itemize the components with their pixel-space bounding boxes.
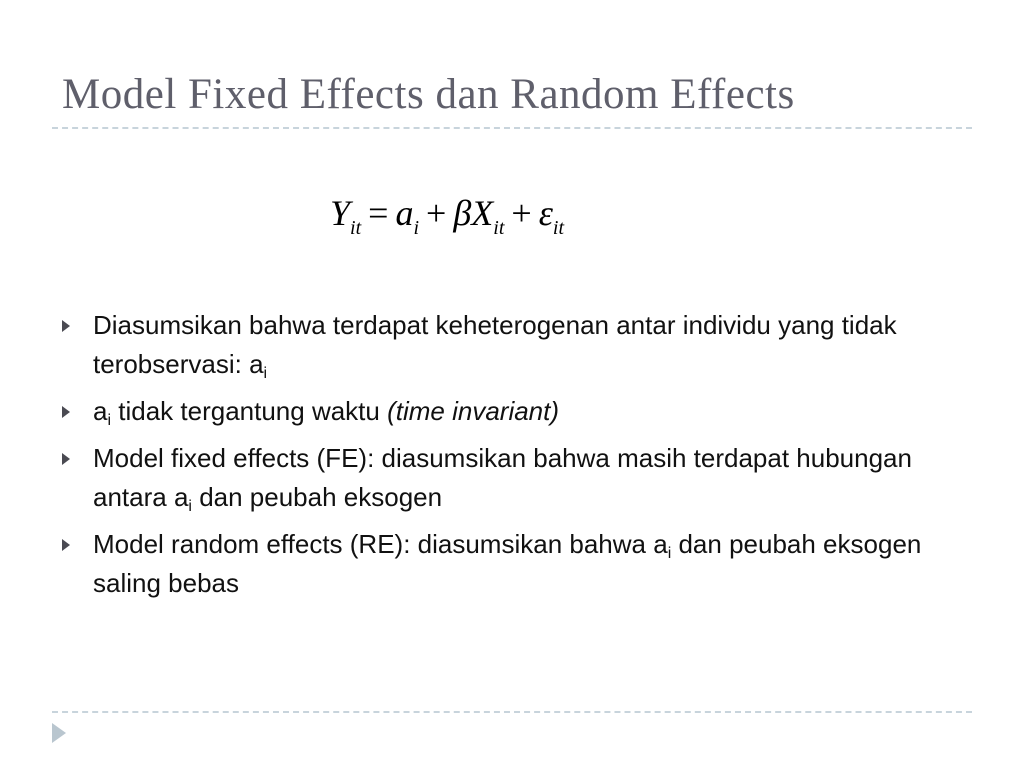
bullet-item — [62, 306, 962, 384]
bullet-italic-text: (time invariant) — [387, 396, 560, 426]
triangle-right-icon — [62, 453, 70, 465]
eq-beta: β — [453, 193, 472, 233]
bullet-text: Model random effects (RE): diasumsikan bahwa a — [93, 529, 668, 559]
bullet-subscript: i — [263, 365, 268, 382]
next-slide-arrow-icon[interactable] — [52, 723, 66, 743]
eq-epsilon-subscript: it — [552, 217, 565, 239]
eq-a: a — [395, 193, 414, 233]
eq-plus-1: + — [426, 193, 447, 233]
bullet-text: tidak tergantung waktu — [111, 396, 388, 426]
bullet-subscript: i — [107, 412, 112, 429]
bullet-text: Model fixed effects (FE): diasumsikan bahwa masih terdapat hubungan antara a — [93, 443, 912, 512]
eq-X-subscript: it — [493, 217, 505, 239]
bullet-item — [62, 439, 962, 517]
footer-divider — [52, 711, 972, 713]
bullet-text-continued: dan peubah eksogen saling bebas — [93, 529, 922, 598]
bullet-item — [62, 392, 962, 431]
bullet-item — [62, 525, 962, 603]
eq-equals: = — [368, 193, 389, 233]
triangle-right-icon — [62, 406, 70, 418]
bullet-subscript: i — [667, 545, 672, 562]
equation — [330, 192, 565, 239]
eq-a-subscript: i — [413, 217, 420, 239]
eq-epsilon: ε — [538, 193, 553, 233]
bullet-text: Diasumsikan bahwa terdapat keheterogenan antar individu yang tidak terobservasi: a — [93, 310, 897, 379]
slide-title: Model Fixed Effects dan Random Effects — [62, 71, 795, 118]
eq-Y: Y — [330, 193, 351, 233]
triangle-right-icon — [62, 539, 70, 551]
bullet-text-prefix: a — [93, 396, 108, 426]
eq-plus-2: + — [511, 193, 532, 233]
title-divider — [52, 127, 972, 129]
bullet-text-continued: dan peubah eksogen — [191, 482, 443, 512]
bullet-list — [62, 306, 962, 611]
eq-Y-subscript: it — [350, 217, 362, 239]
eq-X: X — [471, 193, 494, 233]
triangle-right-icon — [62, 320, 70, 332]
bullet-subscript: i — [188, 498, 192, 515]
